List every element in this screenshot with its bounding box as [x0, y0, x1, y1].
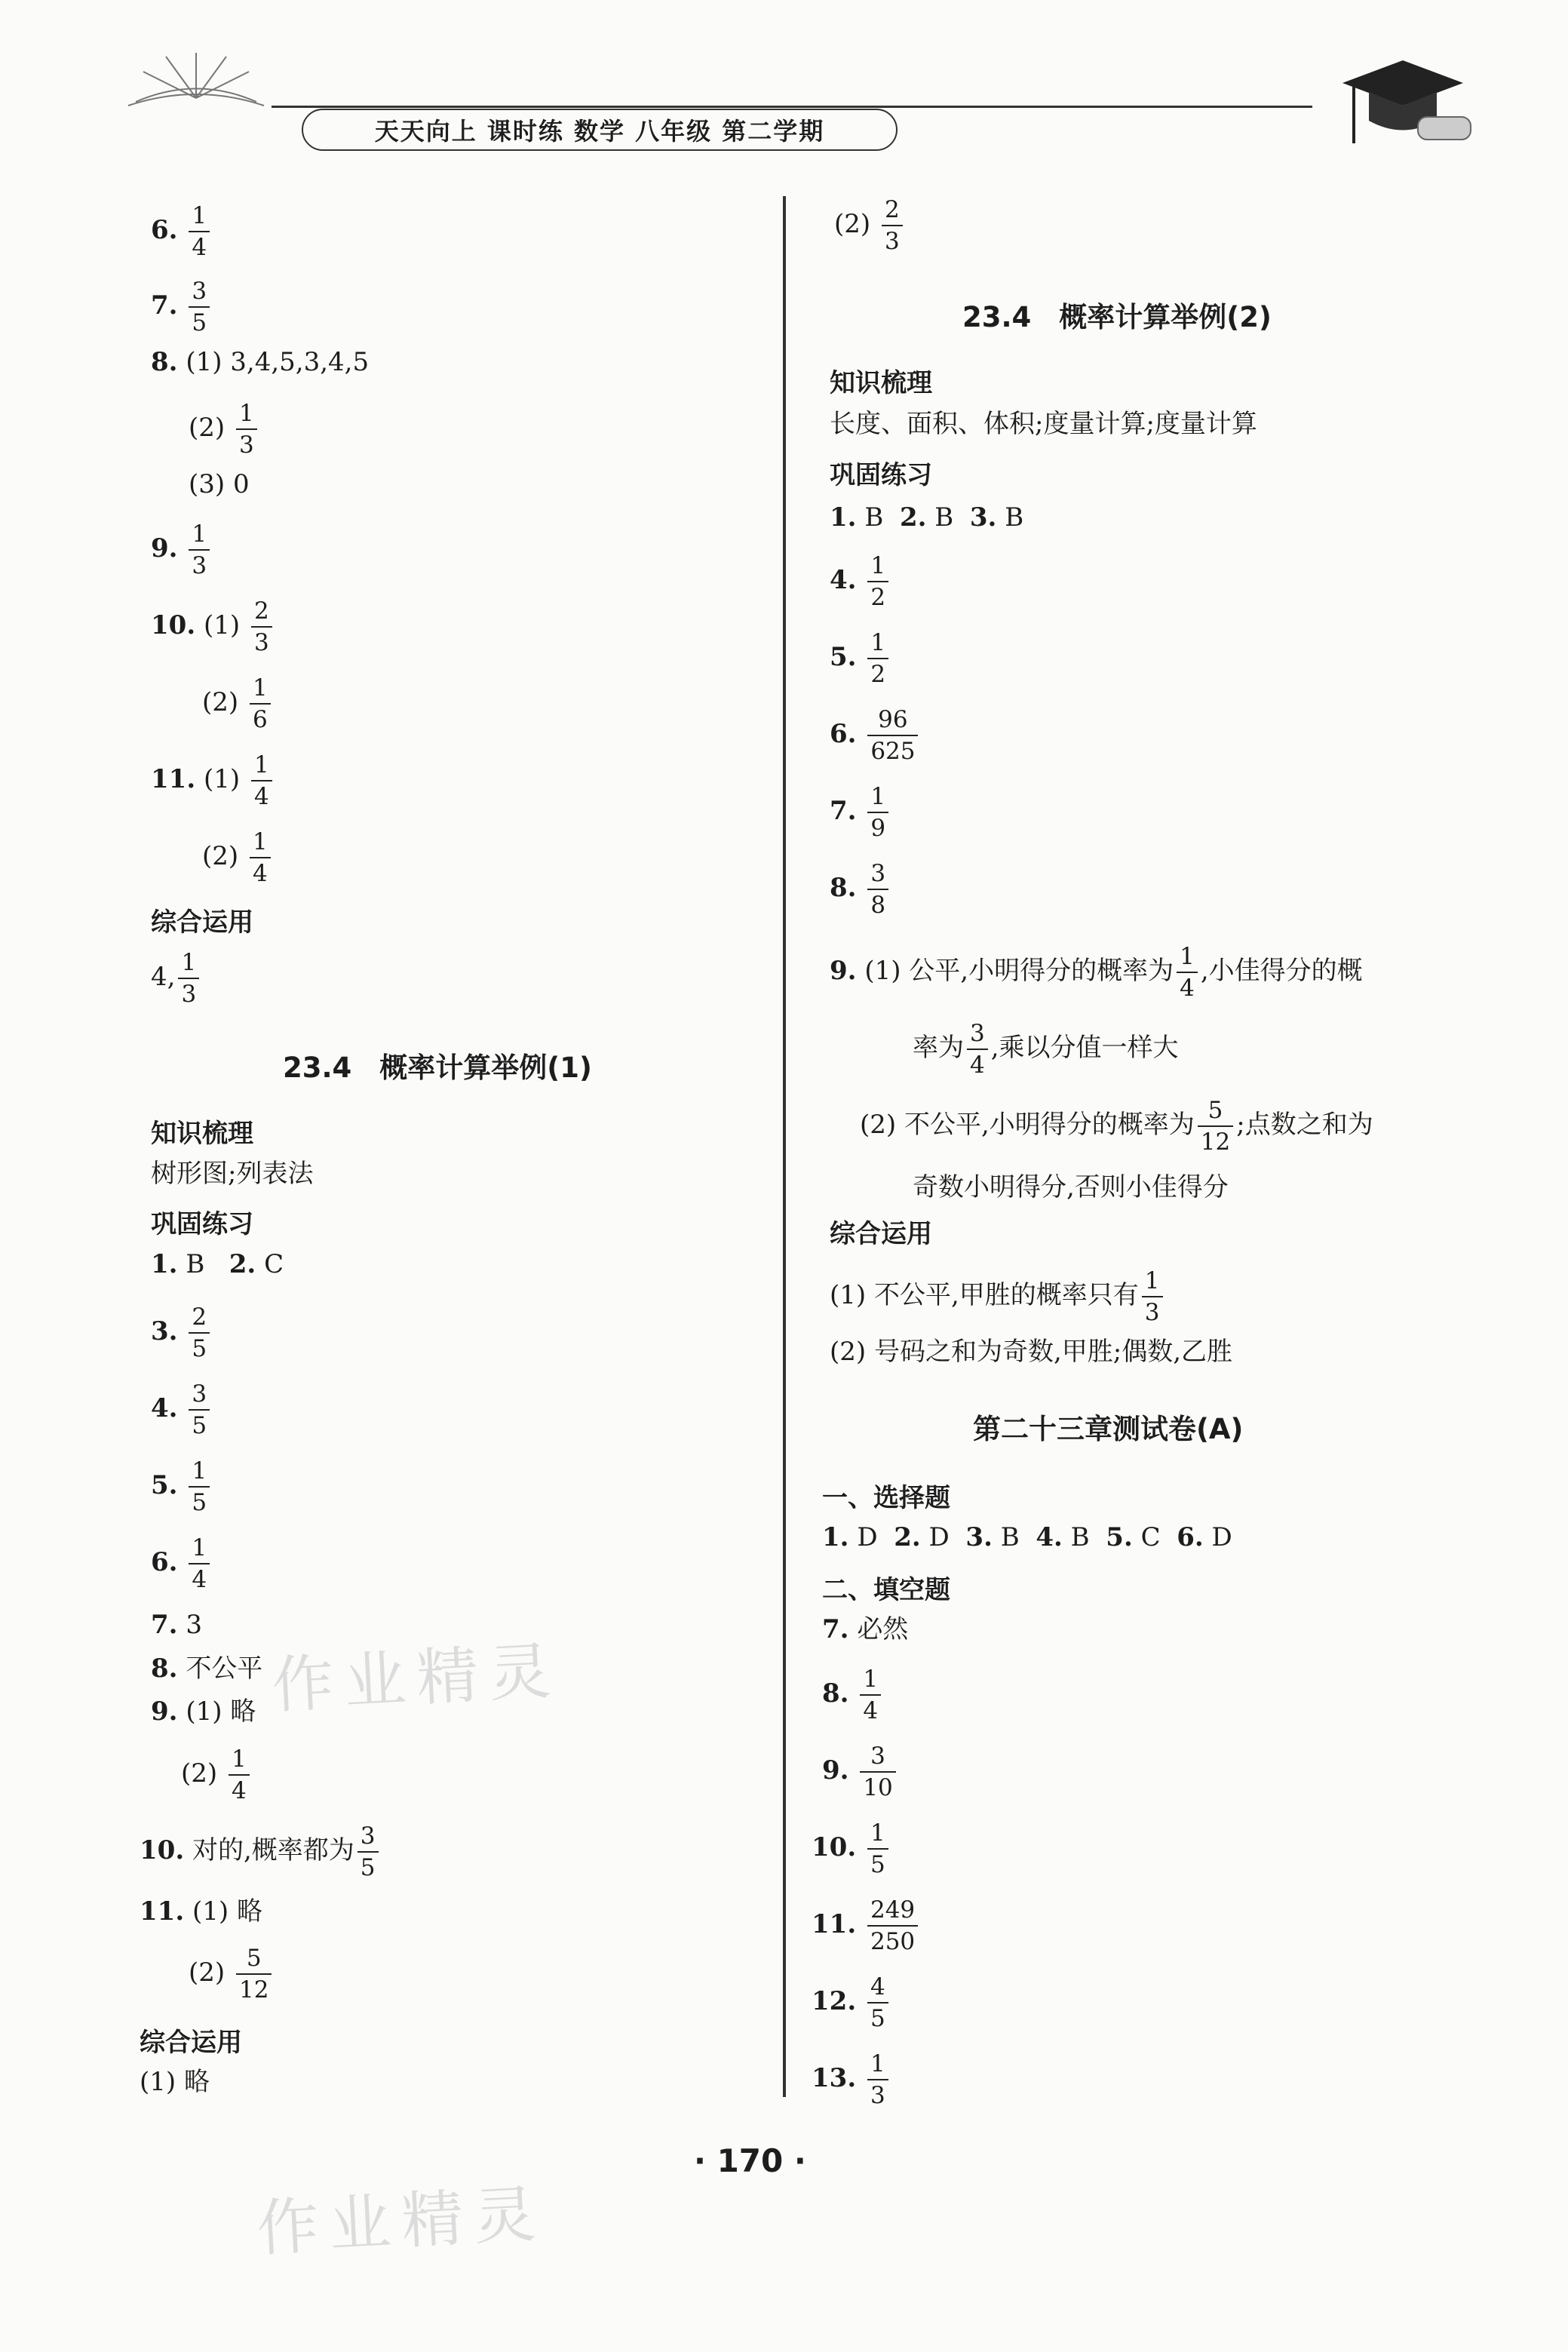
item-number: 7.	[830, 796, 857, 826]
item-number: 8.	[830, 873, 857, 903]
section-heading: 巩固练习	[830, 460, 932, 490]
answer-item	[151, 1303, 213, 1362]
answer-label: (2)	[202, 687, 239, 717]
item-number: 2.	[899, 502, 927, 533]
answer-text: 3	[186, 1610, 202, 1640]
item-number: 4.	[151, 1393, 178, 1423]
item-number: 8.	[822, 1678, 849, 1709]
answer-item	[151, 597, 275, 656]
answer-label: (2)	[181, 1758, 218, 1789]
section-heading: 综合运用	[151, 907, 253, 938]
answer-item	[812, 2050, 891, 2109]
answer-text: ;点数之和为	[1236, 1110, 1373, 1140]
answer-text: 4,	[151, 962, 176, 992]
answer-text: B	[934, 502, 954, 533]
item-number: 6.	[1177, 1522, 1204, 1552]
item-number: 9.	[151, 1696, 178, 1727]
item-number: 4.	[1036, 1522, 1063, 1552]
item-number: 11.	[140, 1896, 185, 1927]
answer-item	[189, 1945, 275, 2003]
answer-item	[913, 1020, 1179, 1079]
item-number: 2.	[894, 1522, 921, 1552]
fraction: $\frac{1}{2}$	[867, 629, 888, 688]
fraction: $\frac{96}{625}$	[867, 706, 918, 765]
answer-item	[151, 1248, 284, 1281]
fraction: $\frac{1}{4}$	[229, 1746, 250, 1804]
answer-item	[151, 1534, 213, 1593]
answer-text: ,小佳得分的概	[1200, 956, 1363, 986]
fraction: $\frac{3}{10}$	[860, 1743, 895, 1801]
answer-item	[151, 202, 213, 261]
item-number: 10.	[151, 610, 196, 640]
fraction: $\frac{1}{2}$	[867, 552, 888, 611]
answer-item	[830, 501, 1023, 534]
answer-item	[812, 1896, 921, 1955]
section-heading: 综合运用	[830, 1219, 932, 1249]
answer-text: (2) 不公平,小明得分的概率为	[860, 1110, 1195, 1140]
answer-text: 必然	[857, 1614, 909, 1644]
item-number: 7.	[822, 1614, 849, 1644]
header-rule	[272, 106, 1312, 108]
fraction: $\frac{1}{4}$	[250, 828, 271, 887]
answer-text: D	[857, 1522, 878, 1552]
answer-item	[189, 400, 260, 459]
answer-item	[202, 674, 274, 733]
answer-label: (2)	[189, 1957, 226, 1988]
answer-text: (1) 略	[186, 1696, 256, 1727]
fraction: $\frac{2}{3}$	[882, 196, 903, 255]
answer-text: C	[1140, 1522, 1161, 1552]
header-title: 天天向上 课时练 数学 八年级 第二学期	[302, 109, 898, 151]
item-number: 10.	[812, 1832, 857, 1862]
item-number: 3.	[151, 1316, 178, 1346]
answer-text: 奇数小明得分,否则小佳得分	[913, 1172, 1229, 1202]
answer-text: C	[264, 1249, 284, 1279]
item-number: 1.	[822, 1522, 849, 1552]
item-number: 11.	[151, 764, 196, 794]
answer-item	[151, 520, 213, 579]
fraction: $\frac{1}{4}$	[860, 1666, 881, 1724]
fraction: $\frac{1}{3}$	[189, 520, 210, 579]
item-number: 3.	[965, 1522, 993, 1552]
item-number: 5.	[151, 1470, 178, 1500]
section-heading: 知识梳理	[151, 1119, 253, 1149]
answer-text: (3) 0	[189, 469, 250, 499]
item-number: 11.	[812, 1909, 857, 1939]
answer-text: (1) 3,4,5,3,4,5	[186, 347, 370, 377]
fraction: $\frac{5}{12}$	[1198, 1097, 1233, 1156]
fraction: $\frac{3}{5}$	[189, 278, 210, 336]
watermark-text: 作业精灵	[255, 2179, 548, 2265]
answer-item	[860, 1097, 1373, 1156]
item-number: 7.	[151, 290, 178, 321]
answer-text: D	[928, 1522, 950, 1552]
item-number: 1.	[830, 502, 857, 533]
answer-text: 长度、面积、体积;度量计算;度量计算	[830, 409, 1257, 439]
fraction: $\frac{3}{8}$	[867, 860, 888, 919]
answer-label: (1)	[203, 610, 241, 640]
answer-label: (2)	[189, 413, 226, 443]
section-heading: 巩固练习	[151, 1209, 253, 1239]
answer-text: 对的,概率都为	[192, 1835, 354, 1865]
answer-text: B	[1005, 502, 1024, 533]
fraction: $\frac{1}{9}$	[867, 783, 888, 842]
answer-item	[822, 1666, 884, 1724]
answer-item	[151, 1608, 202, 1641]
section-title: 第二十三章测试卷(A)	[973, 1413, 1244, 1445]
fraction: $\frac{1}{4}$	[251, 751, 272, 810]
item-number: 2.	[229, 1249, 256, 1279]
answer-item	[151, 1457, 213, 1516]
fraction: $\frac{1}{6}$	[250, 674, 271, 733]
answer-item	[151, 1652, 262, 1685]
item-number: 7.	[151, 1610, 178, 1640]
answer-text: B	[186, 1249, 205, 1279]
answer-label: (2)	[202, 841, 239, 871]
answer-text: 率为	[913, 1033, 964, 1063]
section-title: 23.4 概率计算举例(2)	[962, 301, 1272, 333]
fraction: $\frac{1}{3}$	[178, 949, 199, 1008]
item-number: 5.	[1106, 1522, 1133, 1552]
answer-item	[830, 943, 1363, 1002]
item-number: 10.	[140, 1835, 185, 1865]
answer-item	[812, 1973, 891, 2032]
answer-item	[830, 706, 921, 765]
answer-text: (2) 号码之和为奇数,甲胜;偶数,乙胜	[830, 1337, 1233, 1367]
answer-item	[151, 949, 202, 1008]
answer-item	[151, 751, 275, 810]
fraction: $\frac{1}{5}$	[867, 1819, 888, 1878]
answer-label: (2)	[834, 209, 871, 239]
section-title: 23.4 概率计算举例(1)	[283, 1052, 592, 1084]
answer-item	[822, 1613, 908, 1646]
answer-item	[830, 552, 891, 611]
choice-answers	[822, 1521, 1232, 1554]
graduation-cap-illustration	[1327, 45, 1478, 166]
answer-text: (1) 略	[140, 2067, 210, 2097]
answer-item	[140, 1822, 382, 1881]
section-heading: 综合运用	[140, 2028, 242, 2058]
answer-text: (1) 略	[192, 1896, 262, 1927]
answer-item	[202, 828, 274, 887]
fraction: $\frac{5}{12}$	[236, 1945, 272, 2003]
answer-text: ,乘以分值一样大	[990, 1033, 1179, 1063]
item-number: 12.	[812, 1986, 857, 2016]
column-divider	[783, 196, 786, 2097]
answer-text: 树形图;列表法	[151, 1159, 314, 1189]
answer-item	[822, 1743, 899, 1801]
answer-text: B	[1000, 1522, 1020, 1552]
fraction: $\frac{3}{5}$	[189, 1380, 210, 1439]
fraction: $\frac{1}{5}$	[189, 1457, 210, 1516]
item-number: 4.	[830, 565, 857, 595]
item-number: 8.	[151, 1653, 178, 1684]
item-number: 9.	[830, 956, 857, 986]
section-heading: 二、填空题	[822, 1575, 950, 1605]
fraction: $\frac{1}{3}$	[1142, 1267, 1163, 1326]
answer-text: (1) 不公平,甲胜的概率只有	[830, 1280, 1139, 1310]
answer-text: B	[864, 502, 884, 533]
answer-text: (1) 公平,小明得分的概率为	[864, 956, 1174, 986]
item-number: 1.	[151, 1249, 178, 1279]
book-illustration	[113, 45, 279, 113]
answer-item	[181, 1746, 253, 1804]
answer-text: D	[1211, 1522, 1232, 1552]
answer-item	[151, 1380, 213, 1439]
watermark-text: 作业精灵	[270, 1635, 563, 1722]
fraction: $\frac{1}{4}$	[189, 1534, 210, 1593]
answer-item	[151, 345, 369, 379]
fraction: $\frac{2}{3}$	[251, 597, 272, 656]
page-number: · 170 ·	[694, 2142, 806, 2179]
fraction: $\frac{249}{250}$	[867, 1896, 918, 1955]
item-number: 3.	[969, 502, 997, 533]
item-number: 9.	[151, 533, 178, 563]
fraction: $\frac{1}{4}$	[189, 202, 210, 261]
answer-text: 不公平	[186, 1653, 263, 1684]
answer-item	[834, 196, 906, 255]
item-number: 13.	[812, 2063, 857, 2093]
fraction: $\frac{3}{5}$	[357, 1822, 379, 1881]
answer-text: B	[1070, 1522, 1090, 1552]
item-number: 9.	[822, 1755, 849, 1785]
answer-item	[151, 278, 213, 336]
answer-label: (1)	[203, 764, 241, 794]
item-number: 6.	[830, 719, 857, 749]
fraction: $\frac{1}{3}$	[867, 2050, 888, 2109]
fraction: $\frac{3}{4}$	[967, 1020, 988, 1079]
answer-item	[830, 783, 891, 842]
section-heading: 一、选择题	[822, 1483, 950, 1513]
item-number: 6.	[151, 215, 178, 245]
answer-item	[830, 860, 891, 919]
fraction: $\frac{1}{4}$	[1177, 943, 1198, 1002]
answer-item	[830, 629, 891, 688]
answer-item	[812, 1819, 891, 1878]
answer-item	[151, 1695, 256, 1728]
fraction: $\frac{4}{5}$	[867, 1973, 888, 2032]
item-number: 5.	[830, 642, 857, 672]
fraction: $\frac{1}{3}$	[236, 400, 257, 459]
item-number: 6.	[151, 1547, 178, 1577]
answer-item	[140, 1895, 262, 1928]
section-heading: 知识梳理	[830, 368, 932, 398]
fraction: $\frac{2}{5}$	[189, 1303, 210, 1362]
answer-item	[830, 1267, 1166, 1326]
item-number: 8.	[151, 347, 178, 377]
